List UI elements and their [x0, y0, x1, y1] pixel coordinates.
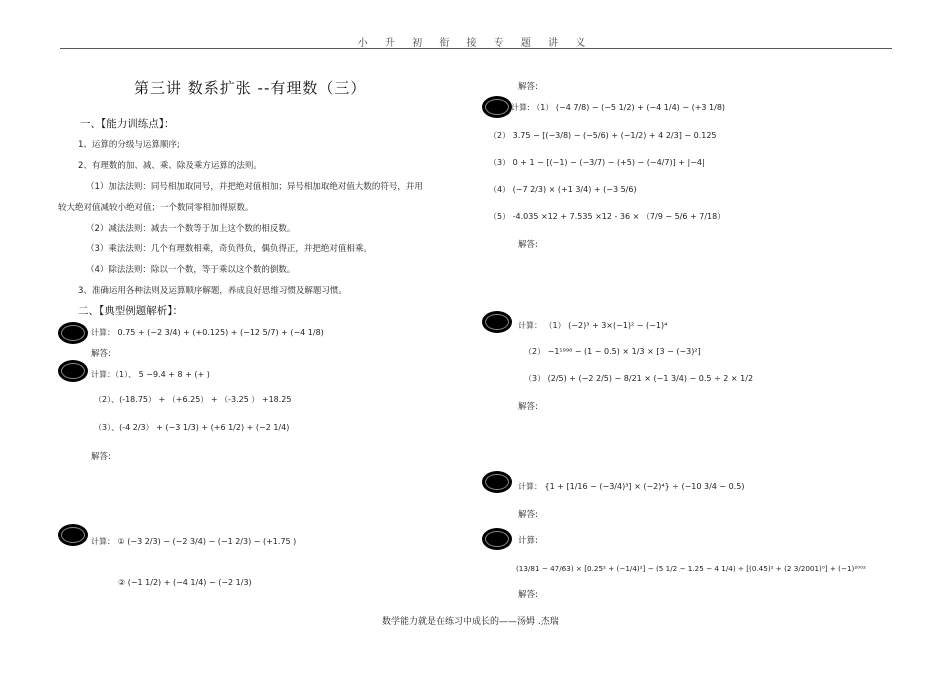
example-1: 计算： 0.75 + (−2 3/4) + (+0.125) + (−12 5/7) + (−4 1/8)	[91, 328, 324, 337]
example-2-2: （2）、(-18.75） + （+6.25） + （-3.25 ） +18.25	[94, 395, 292, 404]
answer-label: 解答:	[518, 240, 538, 250]
bullet-dot	[58, 322, 88, 344]
power-exercise-2: （2） −1¹⁹⁹⁸ − (1 − 0.5) × 1/3 × [3 − (−3)²]	[524, 347, 701, 356]
bullet-dot	[482, 311, 512, 333]
exercise-3: （3） 0 + 1 − [(−1) − (−3/7) − (+5) − (−4/7)] + |−4|	[489, 158, 705, 167]
rule-subtract: （2）减法法则：减去一个数等于加上这个数的相反数。	[86, 224, 296, 234]
example-3-2: ② (−1 1/2) + (−4 1/4) − (−2 1/3)	[118, 578, 252, 587]
example-2-3: （3）、(-4 2/3） + (−3 1/3) + (+6 1/2) + (−2 1/4)	[94, 423, 290, 432]
example-2-1: 计算：（1）、 5 −9.4 + 8 + (+ )	[91, 370, 210, 379]
lecture-title: 第三讲 数系扩张 --有理数（三）	[134, 79, 367, 97]
page-header: 小 升 初 衔 接 专 题 讲 义	[357, 38, 593, 49]
answer-label: 解答:	[91, 452, 111, 462]
bullet-dot	[58, 360, 88, 382]
bullet-dot	[482, 96, 512, 118]
rule-divide: （4）除法法则：除以一个数，等于乘以这个数的倒数。	[86, 265, 296, 275]
calc-label: 计算:	[518, 536, 538, 546]
answer-label: 解答:	[518, 510, 538, 520]
rule-add-b: 较大绝对值减较小绝对值；一个数同零相加得原数。	[58, 203, 254, 213]
power-exercise-3: （3） (2/5) + (−2 2/5) − 8/21 × (−1 3/4) − 0.5 ÷ 2 × 1/2	[524, 374, 754, 383]
exercise-4: （4） (−7 2/3) × (+1 3/4) + (−3 5/6)	[489, 185, 637, 194]
section-ability: 一、【能力训练点】：	[80, 118, 175, 130]
header-rule	[60, 48, 892, 49]
exercise-2: （2） 3.75 − [(−3/8) − (−5/6) + (−1/2) + 4 2/3] − 0.125	[489, 131, 717, 140]
section-examples: 二、【典型例题解析】：	[78, 305, 183, 317]
exercise-1: 计算: （1） (−4 7/8) − (−5 1/2) + (−4 1/4) − (+3 1/8)	[511, 103, 726, 112]
answer-label: 解答:	[518, 402, 538, 412]
long-exercise: (13/81 − 47/63) × [0.25² + (−1/4)²] − (5 1/2 − 1.25 − 4 1/4) ÷ [(0.45)² + (2 3/2001)⁰] + (−1)²⁰⁰²	[516, 564, 866, 573]
exercise-5: （5） -4.035 ×12 + 7.535 ×12 - 36 × （7/9 − 5/6 + 7/18）	[489, 212, 726, 221]
point-1: 1、运算的分级与运算顺序;	[78, 140, 180, 150]
page-footer: 数学能力就是在练习中成长的——汤姆 .杰瑞	[382, 617, 559, 627]
point-2: 2、有理数的加、减、乘、除及乘方运算的法则。	[78, 161, 262, 171]
point-3: 3、准确运用各种法则及运算顺序解题，养成良好思维习惯及解题习惯。	[78, 286, 347, 296]
example-3-1: 计算： ① (−3 2/3) − (−2 3/4) − (−1 2/3) − (+1.75 )	[91, 537, 297, 546]
answer-label: 解答:	[518, 590, 538, 600]
rule-add-a: （1）加法法则：同号相加取同号，并把绝对值相加；异号相加取绝对值大数的符号，并用	[86, 182, 423, 192]
answer-label: 解答:	[91, 349, 111, 359]
power-exercise-1: 计算： （1） (−2)³ + 3×(−1)² − (−1)⁴	[518, 321, 668, 330]
compound-exercise: 计算： {1 + [1/16 − (−3/4)³] × (−2)⁴} ÷ (−10 3/4 − 0.5)	[518, 482, 745, 491]
answer-label: 解答:	[518, 82, 538, 92]
bullet-dot	[58, 524, 88, 546]
bullet-dot	[482, 528, 512, 550]
bullet-dot	[482, 471, 512, 493]
rule-multiply: （3）乘法法则：几个有理数相乘，奇负得负，偶负得正，并把绝对值相乘。	[86, 244, 372, 254]
